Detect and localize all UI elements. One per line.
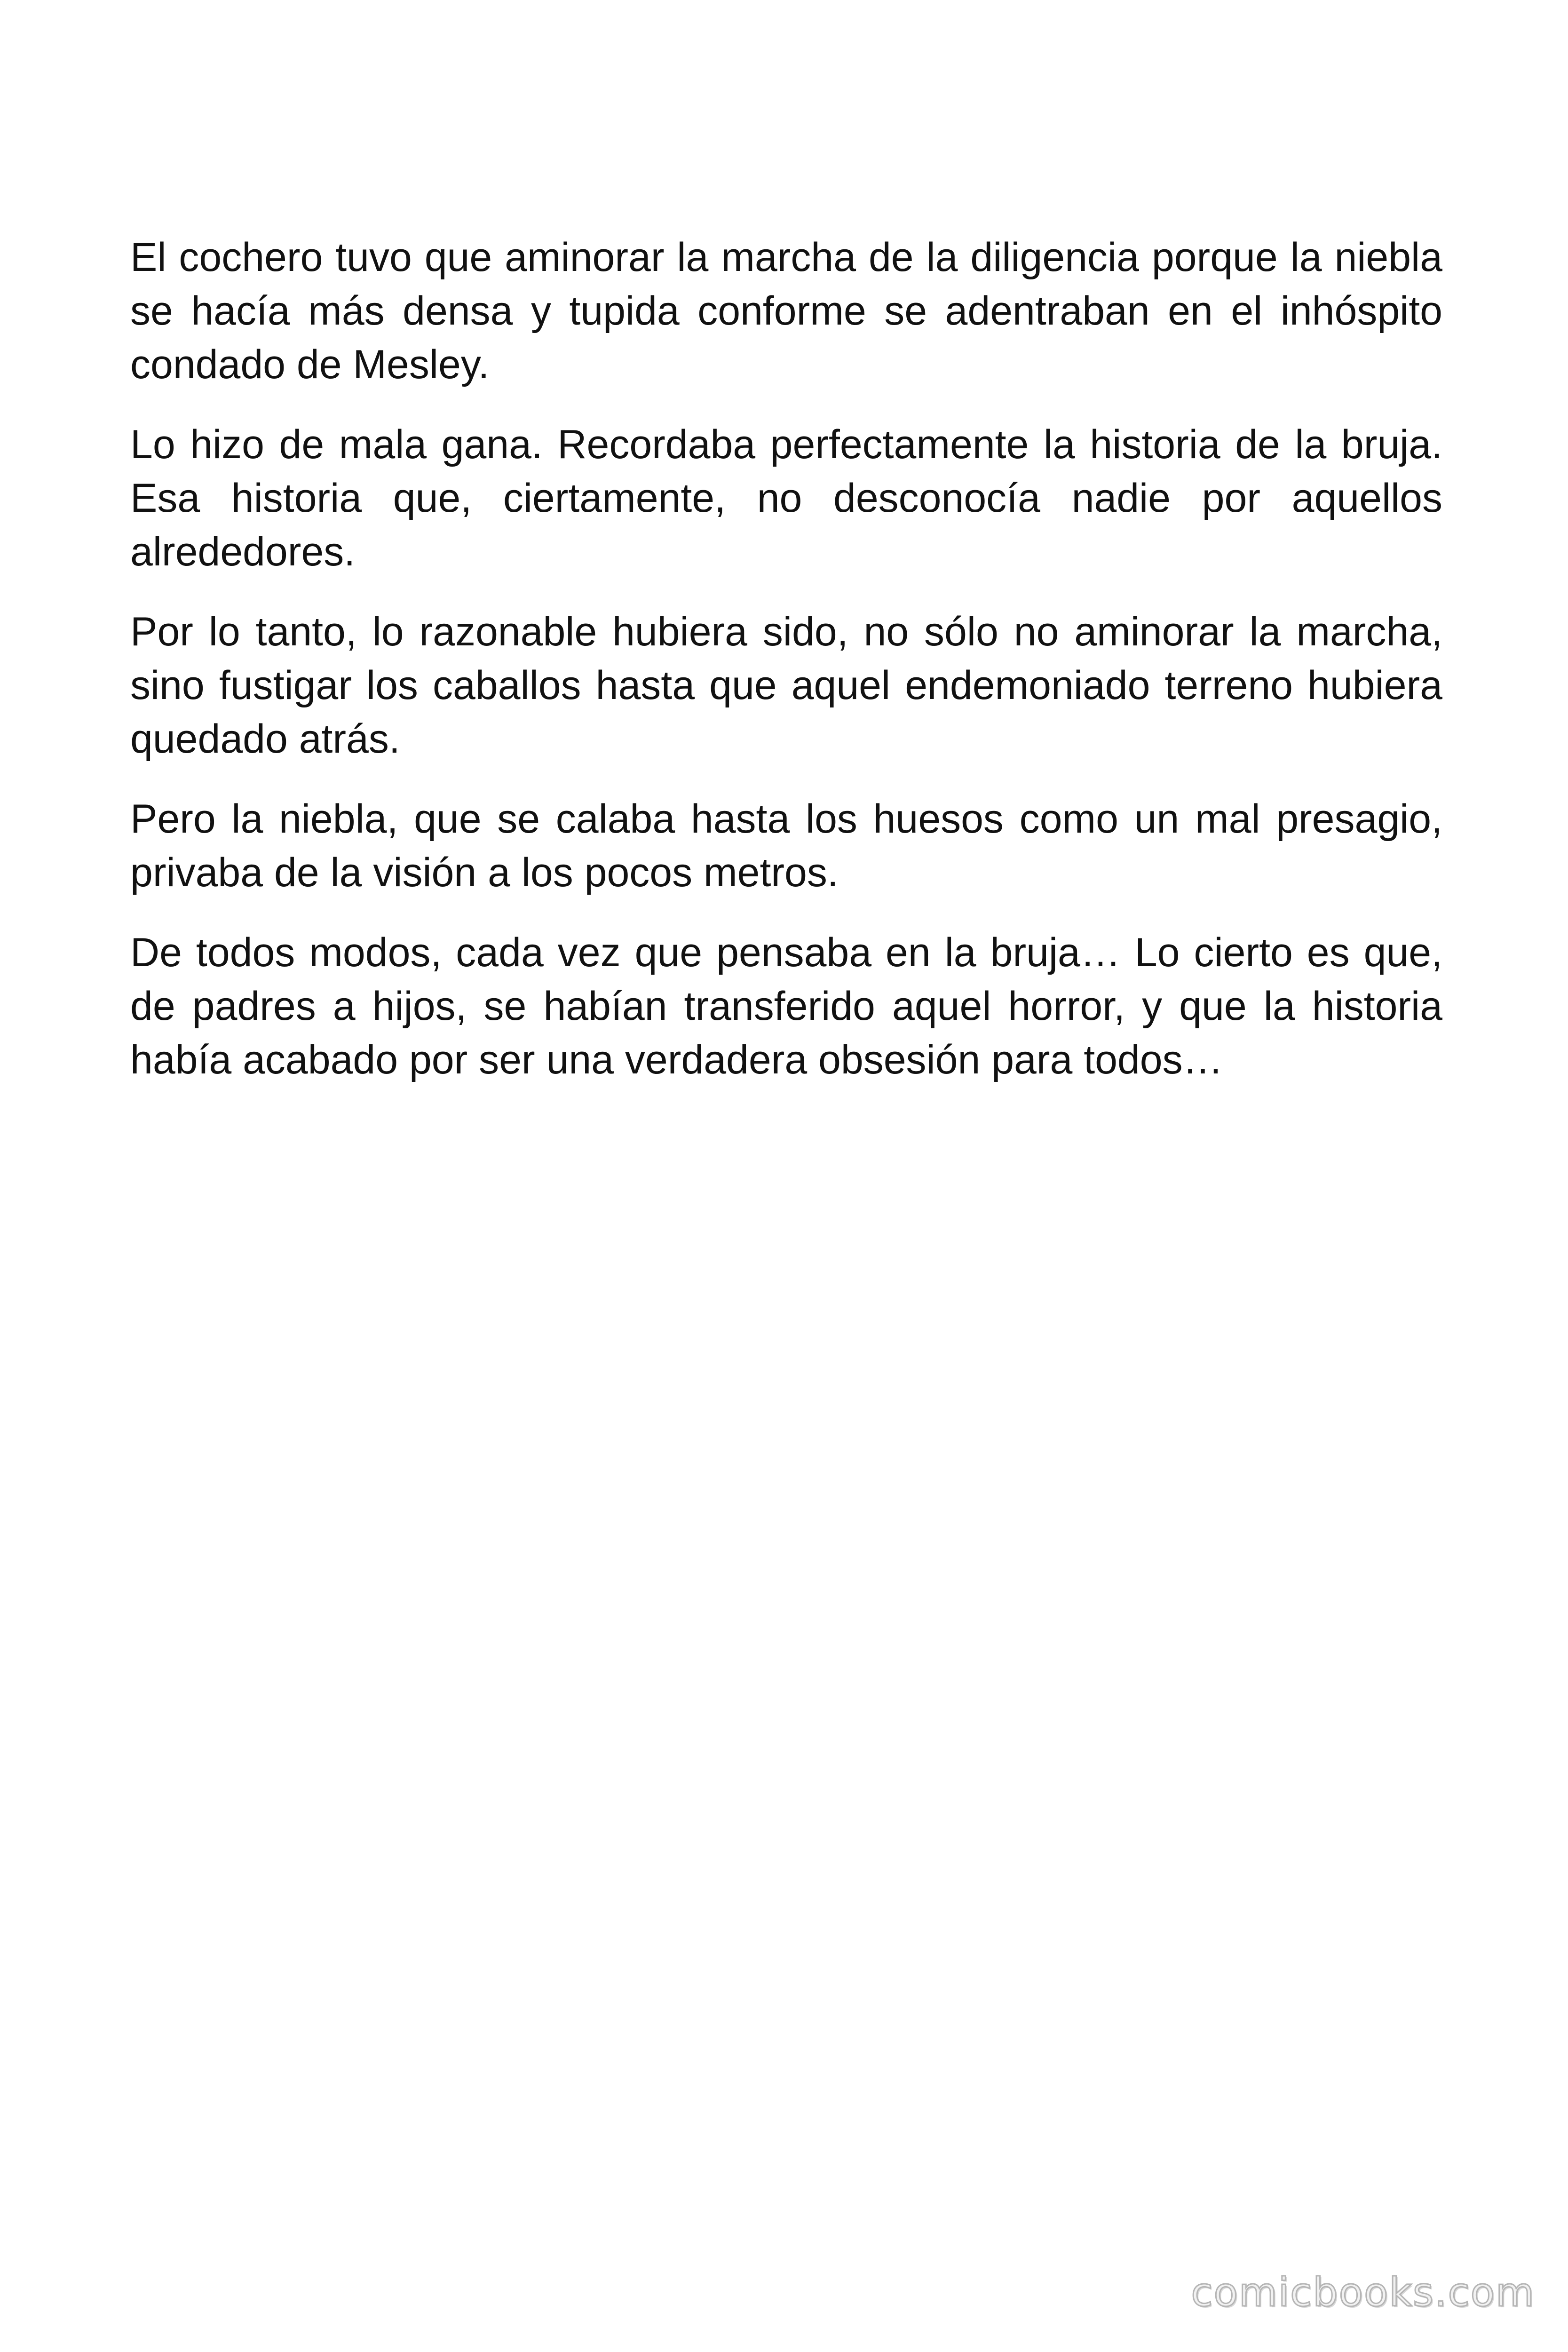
paragraph-2: Lo hizo de mala gana. Recordaba perfectamente la historia de la bruja. Esa historia que, ciertamente, no desconocía nadie por aquellos alrededores.: [130, 422, 1442, 574]
paragraph-1: El cochero tuvo que aminorar la marcha de la diligencia porque la niebla se hacía más densa y tupida conforme se adentraban en el inhóspito condado de Mesley.: [130, 235, 1442, 387]
paragraph-4: Pero la niebla, que se calaba hasta los huesos como un mal presagio, privaba de la visión a los pocos metros.: [130, 796, 1442, 895]
paragraph-5: De todos modos, cada vez que pensaba en la bruja… Lo cierto es que, de padres a hijos, se habían transferido aquel horror, y que la historia había acabado por ser una verdadera obsesión para todos…: [130, 930, 1442, 1082]
watermark: comicbooks.com: [1191, 2269, 1535, 2315]
paragraph-3: Por lo tanto, lo razonable hubiera sido, no sólo no aminorar la marcha, sino fustigar los caballos hasta que aquel endemoniado terreno hubiera quedado atrás.: [130, 609, 1442, 762]
body-text: [130, 230, 1442, 1113]
